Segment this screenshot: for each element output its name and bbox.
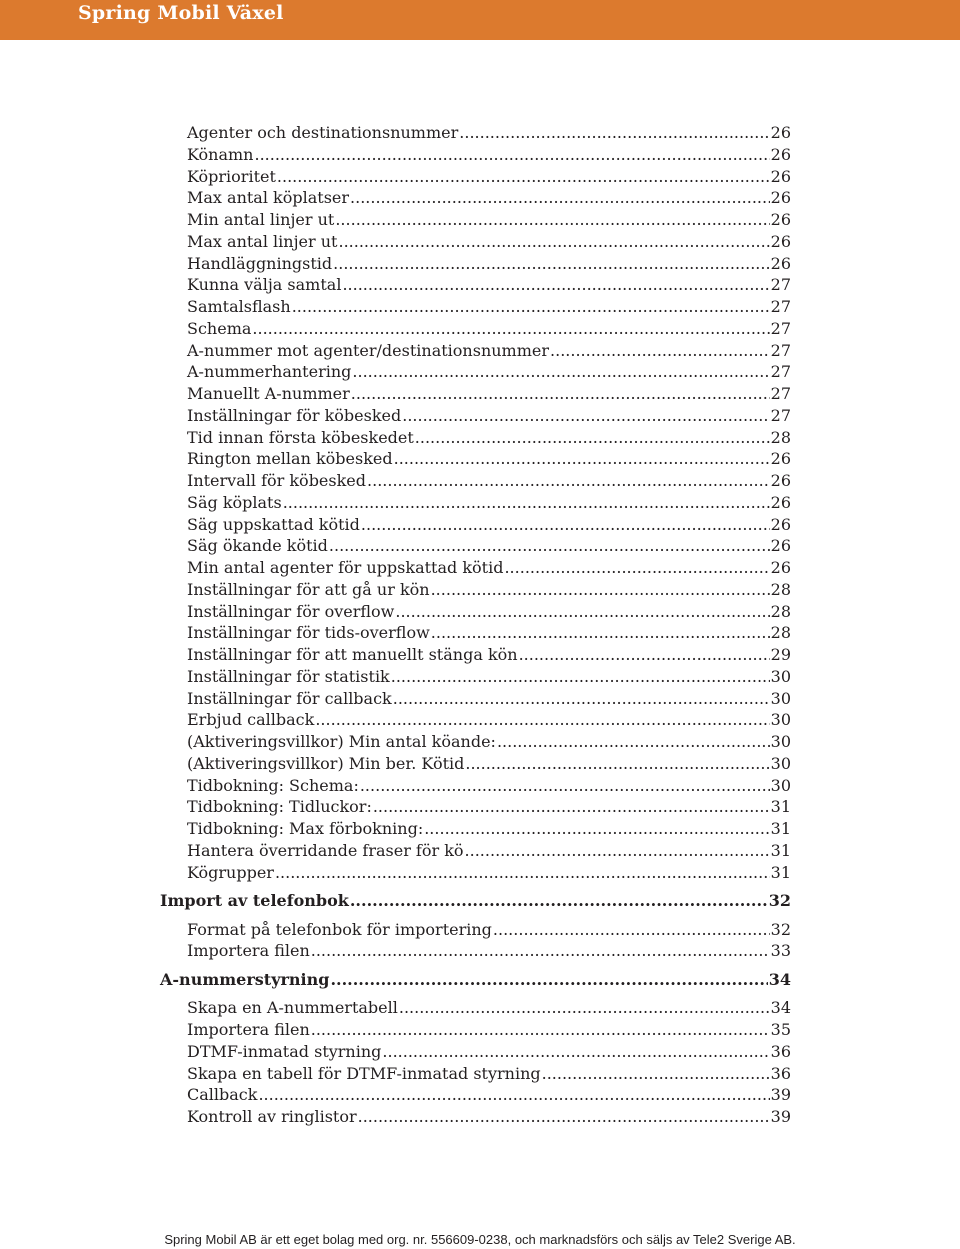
toc-page-number: 33: [770, 941, 791, 961]
toc-entry[interactable]: [187, 579, 791, 601]
toc-page-number: 27: [770, 275, 791, 295]
toc-entry-label: Tidbokning: Schema:: [187, 775, 359, 795]
toc-entry[interactable]: [187, 862, 791, 884]
toc-dot-leader: [352, 361, 769, 383]
toc-entry-label: Schema: [187, 318, 252, 338]
toc-page-number: 30: [770, 732, 791, 751]
toc-entry[interactable]: [187, 361, 791, 383]
toc-dot-leader: [358, 1106, 770, 1128]
toc-page-number: 36: [770, 1063, 791, 1083]
toc-entry[interactable]: [187, 753, 791, 775]
toc-entry-label: Callback: [187, 1085, 258, 1105]
toc-page-number: 27: [770, 318, 791, 338]
toc-entry-label: Könamn: [187, 144, 254, 164]
toc-entry-label: Min antal agenter för uppskattad kötid: [187, 558, 504, 577]
toc-entry-label: Tidbokning: Max förbokning:: [187, 819, 424, 838]
toc-entry-label: Säg ökande kötid: [187, 536, 328, 556]
toc-dot-leader: [367, 470, 770, 492]
toc-entry[interactable]: [187, 1041, 791, 1063]
toc-dot-leader: [402, 405, 769, 427]
toc-page-number: 31: [770, 840, 791, 860]
toc-dot-leader: [465, 753, 769, 775]
toc-entry[interactable]: [187, 601, 791, 623]
toc-entry-label: Köprioritet: [187, 166, 276, 186]
toc-page-number: 26: [770, 471, 791, 490]
toc-dot-leader: [330, 969, 767, 991]
toc-entry-label: Handläggningstid: [187, 253, 333, 273]
toc-page-number: 28: [770, 579, 791, 599]
toc-dot-leader: [311, 940, 770, 962]
toc-page-number: 26: [770, 558, 791, 577]
toc-entry[interactable]: [187, 318, 791, 340]
toc-dot-leader: [399, 997, 770, 1019]
toc-entry[interactable]: [187, 470, 791, 492]
toc-entry-label: Samtalsflash: [187, 297, 291, 316]
toc-entry-label: Agenter och destinationsnummer: [187, 123, 459, 142]
toc-section-heading[interactable]: [160, 890, 791, 912]
toc-page-number: 30: [770, 753, 791, 773]
toc-entry-label: A-nummer mot agenter/destinationsnummer: [187, 340, 550, 360]
toc-entry[interactable]: [187, 919, 791, 941]
toc-entry[interactable]: [187, 427, 791, 449]
toc-entry[interactable]: [187, 187, 791, 209]
toc-page-number: 30: [770, 710, 791, 730]
toc-entry[interactable]: [187, 209, 791, 231]
toc-page-number: 26: [770, 492, 791, 512]
toc-entry-label: Kontroll av ringlistor: [187, 1107, 357, 1126]
toc-entry[interactable]: [187, 997, 791, 1019]
toc-entry-label: Min antal linjer ut: [187, 210, 335, 229]
toc-dot-leader: [497, 731, 770, 753]
toc-page-number: 26: [770, 536, 791, 556]
toc-page-number: 39: [770, 1085, 791, 1105]
toc-page-number: 27: [770, 340, 791, 360]
toc-entry[interactable]: [187, 796, 791, 818]
toc-entry[interactable]: [187, 492, 791, 514]
toc-entry-label: Max antal köplatser: [187, 188, 350, 208]
toc-dot-leader: [254, 144, 769, 166]
toc-page-number: 26: [770, 231, 791, 251]
toc-page-number: 27: [770, 405, 791, 425]
toc-page-number: 26: [770, 449, 791, 469]
toc-entry[interactable]: [187, 1019, 791, 1041]
toc-entry-label: Inställningar för att manuellt stänga kön: [187, 645, 518, 664]
toc-page-number: 35: [770, 1020, 791, 1039]
toc-entry-label: Manuellt A-nummer: [187, 384, 350, 403]
toc-entry[interactable]: [187, 274, 791, 296]
toc-dot-leader: [277, 166, 770, 188]
toc-entry-label: (Aktiveringsvillkor) Min antal köande:: [187, 732, 496, 751]
toc-dot-leader: [335, 209, 769, 231]
toc-entry[interactable]: [187, 405, 791, 427]
toc-entry[interactable]: [187, 231, 791, 253]
toc-entry-label: Hantera överridande fraser för kö: [187, 840, 464, 860]
toc-dot-leader: [350, 890, 768, 912]
toc-entry-label: Inställningar för callback: [187, 688, 392, 708]
toc-dot-leader: [431, 579, 770, 601]
toc-dot-leader: [311, 1019, 770, 1041]
toc-page-number: 28: [770, 623, 791, 643]
toc-entry-label: Importera filen: [187, 941, 310, 961]
toc-entry-label: Inställningar för tids-overflow: [187, 623, 430, 643]
toc-page-number: 31: [770, 819, 791, 838]
toc-page-number: 39: [770, 1107, 791, 1126]
toc-page-number: 29: [770, 645, 791, 664]
toc-entry[interactable]: [187, 940, 791, 962]
toc-entry-label: (Aktiveringsvillkor) Min ber. Kötid: [187, 753, 465, 773]
toc-page-number: 26: [770, 514, 791, 534]
toc-entry[interactable]: [187, 666, 791, 688]
toc-entry[interactable]: [187, 514, 791, 536]
toc-entry[interactable]: [187, 688, 791, 710]
toc-entry-label: Tid innan första köbeskedet: [187, 427, 414, 447]
toc-entry-label: Tidbokning: Tidluckor:: [187, 797, 372, 817]
toc-dot-leader: [360, 775, 770, 797]
toc-dot-leader: [395, 601, 769, 623]
toc-dot-leader: [373, 796, 770, 818]
toc-entry-label: Erbjud callback: [187, 710, 315, 730]
toc-page-number: 31: [770, 797, 791, 817]
toc-page-number: 26: [770, 210, 791, 229]
toc-entry-label: Skapa en A-nummertabell: [187, 998, 398, 1018]
toc-entry-label: Importera filen: [187, 1020, 310, 1039]
toc-page-number: 36: [770, 1041, 791, 1061]
toc-page-number: 27: [770, 297, 791, 316]
toc-page-number: 34: [770, 998, 791, 1018]
toc-dot-leader: [338, 231, 769, 253]
toc-dot-leader: [333, 253, 769, 275]
toc-entry[interactable]: [187, 644, 791, 666]
toc-dot-leader: [542, 1063, 770, 1085]
toc-entry-label: Rington mellan köbesked: [187, 449, 393, 469]
toc-entry-label: Inställningar för köbesked: [187, 405, 402, 425]
toc-dot-leader: [465, 840, 770, 862]
toc-entry-label: Säg köplats: [187, 492, 282, 512]
toc-entry[interactable]: [187, 1063, 791, 1085]
toc-entry-label: Skapa en tabell för DTMF-inmatad styrning: [187, 1063, 541, 1083]
toc-dot-leader: [329, 535, 770, 557]
toc-dot-leader: [292, 296, 770, 318]
toc-entry[interactable]: [187, 1084, 791, 1106]
toc-dot-leader: [252, 318, 769, 340]
toc-page-number: 30: [770, 666, 791, 686]
toc-entry-label: DTMF-inmatad styrning: [187, 1041, 382, 1061]
toc-page-number: 28: [770, 601, 791, 621]
toc-entry[interactable]: [187, 557, 791, 579]
toc-dot-leader: [391, 666, 770, 688]
toc-entry[interactable]: [187, 818, 791, 840]
document-title: Spring Mobil Växel: [78, 2, 284, 24]
toc-page-number: 30: [770, 775, 791, 795]
toc-page-number: 34: [768, 969, 791, 989]
toc-dot-leader: [519, 644, 770, 666]
toc-dot-leader: [275, 862, 770, 884]
toc-dot-leader: [283, 492, 770, 514]
toc-entry[interactable]: [187, 775, 791, 797]
toc-entry[interactable]: [187, 535, 791, 557]
toc-dot-leader: [393, 688, 770, 710]
toc-dot-leader: [424, 818, 769, 840]
toc-entry-label: Kunna välja samtal: [187, 275, 342, 295]
toc-page-number: 32: [770, 919, 791, 939]
toc-entry-label: Säg uppskattad kötid: [187, 514, 360, 534]
toc-page-number: 26: [770, 188, 791, 208]
toc-entry[interactable]: [187, 340, 791, 362]
toc-dot-leader: [361, 514, 770, 536]
toc-entry[interactable]: [187, 122, 791, 144]
toc-entry-label: Inställningar för att gå ur kön: [187, 579, 430, 599]
toc-entry-label: Intervall för köbesked: [187, 471, 367, 490]
toc-entry[interactable]: [187, 709, 791, 731]
toc-dot-leader: [415, 427, 770, 449]
toc-page-number: 26: [770, 144, 791, 164]
toc-entry[interactable]: [187, 1106, 791, 1128]
toc-page-number: 27: [770, 384, 791, 403]
toc-entry-label: Max antal linjer ut: [187, 231, 338, 251]
toc-dot-leader: [315, 709, 769, 731]
toc-entry-label: A-nummerhantering: [187, 362, 352, 382]
toc-dot-leader: [550, 340, 770, 362]
toc-page-number: 28: [770, 427, 791, 447]
toc-entry-label: A-nummerstyrning: [160, 969, 330, 989]
toc-dot-leader: [459, 122, 769, 144]
toc-entry[interactable]: [187, 166, 791, 188]
toc-entry-label: Import av telefonbok: [160, 891, 349, 910]
toc-page-number: 26: [770, 166, 791, 186]
toc-page-number: 26: [770, 123, 791, 142]
toc-dot-leader: [394, 448, 770, 470]
toc-page-number: 30: [770, 688, 791, 708]
toc-page-number: 31: [770, 862, 791, 882]
toc-dot-leader: [342, 274, 769, 296]
toc-dot-leader: [258, 1084, 769, 1106]
toc-dot-leader: [350, 187, 770, 209]
toc-entry-label: Inställningar för statistik: [187, 666, 390, 686]
footer-text: Spring Mobil AB är ett eget bolag med org. nr. 556609-0238, och marknadsförs och säljs av Tele2 Sverige AB.: [164, 1232, 796, 1247]
toc-entry-label: Inställningar för overflow: [187, 601, 395, 621]
toc-entry[interactable]: [187, 253, 791, 275]
toc-dot-leader: [431, 622, 770, 644]
toc-entry[interactable]: [187, 296, 791, 318]
toc-dot-leader: [504, 557, 769, 579]
toc-entry[interactable]: [187, 731, 791, 753]
toc-dot-leader: [493, 919, 770, 941]
toc-dot-leader: [351, 383, 770, 405]
toc-page-number: 32: [768, 891, 791, 910]
toc-entry-label: Kögrupper: [187, 862, 274, 882]
toc-entry[interactable]: [187, 144, 791, 166]
toc-page-number: 27: [770, 362, 791, 382]
toc-entry[interactable]: [187, 383, 791, 405]
toc-dot-leader: [382, 1041, 769, 1063]
toc-section-heading[interactable]: [160, 969, 791, 991]
toc-entry[interactable]: [187, 840, 791, 862]
toc-entry[interactable]: [187, 622, 791, 644]
toc-page-number: 26: [770, 253, 791, 273]
toc-entry[interactable]: [187, 448, 791, 470]
toc-entry-label: Format på telefonbok för importering: [187, 919, 492, 939]
